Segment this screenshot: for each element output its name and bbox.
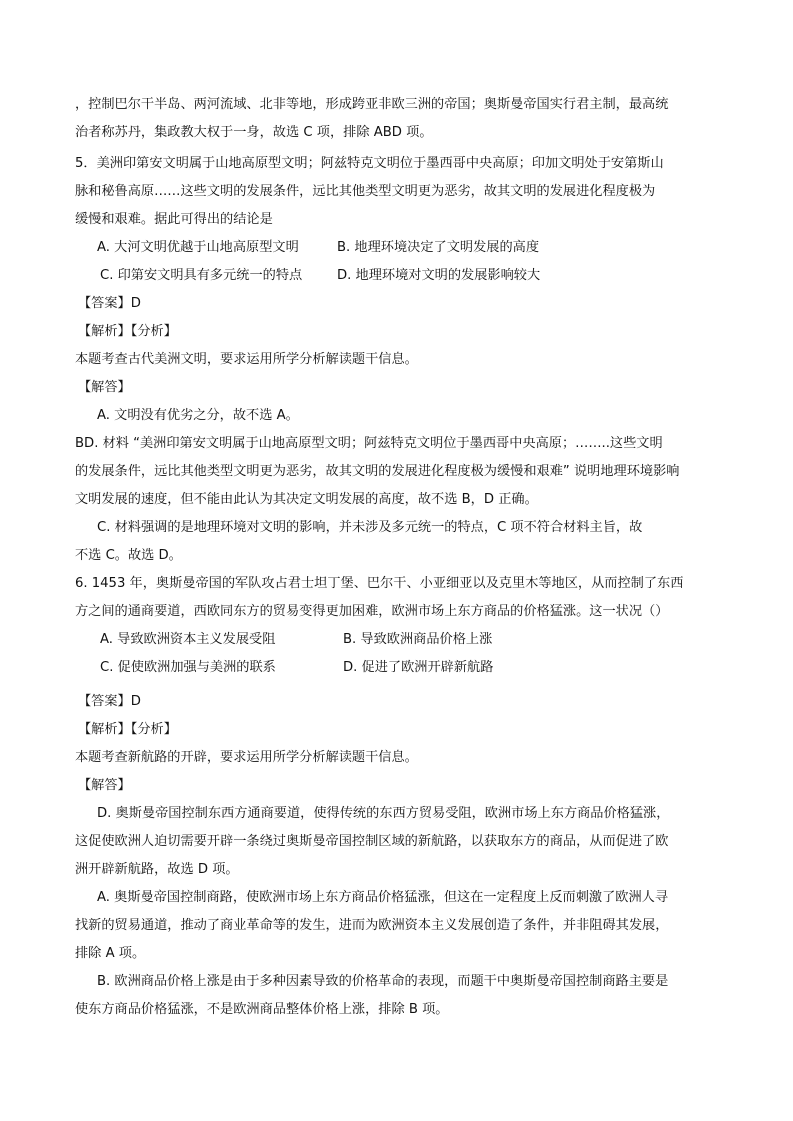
q5-options-row-2 <box>75 262 715 290</box>
q5-solution-c-line: C. 材料强调的是地理环境对文明的影响，并未涉及多元统一的特点，C 项不符合材料主旨，故 <box>97 520 643 535</box>
q6-option-c: C. 促使欧洲加强与美洲的联系 <box>100 660 276 675</box>
q6-analysis-heading: 【解析】【分析】 <box>78 722 177 737</box>
q6-solution-b-line: 使东方商品价格猛涨，不是欧洲商品整体价格上涨，排除 B 项。 <box>75 1002 449 1017</box>
q5-solution-heading: 【解答】 <box>78 380 131 395</box>
q5-solution-bd-line: 的发展条件，远比其他类型文明更为恶劣，故其文明的发展进化程度极为缓慢和艰难” 说明地理环境影响 <box>75 464 680 479</box>
q5-answer: 【答案】D <box>78 296 141 311</box>
intro-paragraph <box>75 91 715 147</box>
q6-solution-heading: 【解答】 <box>78 778 131 793</box>
q5-stem-line: 缓慢和艰难。据此可得出的结论是 <box>75 212 273 227</box>
q5-solution-bd-line: BD. 材料 “美洲印第安文明属于山地高原型文明；阿兹特克文明位于墨西哥中央高原；……..这些文明 <box>75 436 663 451</box>
q6-stem-line: 方之间的通商要道，西欧同东方的贸易变得更加困难，欧洲市场上东方商品的价格猛涨。这一状况（） <box>75 604 669 619</box>
q6-options-row-1 <box>75 626 715 654</box>
q5-option-c: C. 印第安文明具有多元统一的特点 <box>100 268 303 283</box>
q6-solution-d-line: 洲开辟新航路，故选 D 项。 <box>75 862 239 877</box>
q6-solution-b-line: B. 欧洲商品价格上涨是由于多种因素导致的价格革命的表现，而题干中奥斯曼帝国控制商路主要是 <box>97 974 669 989</box>
q6-option-b: B. 导致欧洲商品价格上涨 <box>343 632 493 647</box>
question-5 <box>75 150 715 570</box>
q6-options-row-2 <box>75 654 715 682</box>
q5-option-b: B. 地理环境决定了文明发展的高度 <box>337 240 540 255</box>
q6-option-d: D. 促进了欧洲开辟新航路 <box>343 660 494 675</box>
q5-solution-a: A. 文明没有优劣之分，故不选 A。 <box>97 408 299 423</box>
q5-option-a: A. 大河文明优越于山地高原型文明 <box>97 240 299 255</box>
q5-solution-c-line: 不选 C。故选 D。 <box>75 548 182 563</box>
q5-option-d: D. 地理环境对文明的发展影响较大 <box>337 268 541 283</box>
q5-options-row-1 <box>75 234 715 262</box>
q6-solution-a-line: A. 奥斯曼帝国控制商路，使欧洲市场上东方商品价格猛涨，但这在一定程度上反而刺激了欧洲人寻 <box>97 890 669 905</box>
q5-stem-line: 5．美洲印第安文明属于山地高原型文明；阿兹特克文明位于墨西哥中央高原；印加文明处于安第斯山 <box>75 156 664 171</box>
q6-analysis: 本题考查新航路的开辟，要求运用所学分析解读题干信息。 <box>75 750 418 765</box>
q6-answer: 【答案】D <box>78 694 141 709</box>
q5-stem-line: 脉和秘鲁高原……这些文明的发展条件，远比其他类型文明更为恶劣，故其文明的发展进化程度极为 <box>75 184 656 199</box>
question-6 <box>75 570 715 1024</box>
q6-solution-d-line: 这促使欧洲人迫切需要开辟一条绕过奥斯曼帝国控制区域的新航路，以获取东方的商品，从而促进了欧 <box>75 834 669 849</box>
q6-option-a: A. 导致欧洲资本主义发展受阻 <box>100 632 276 647</box>
intro-line: ，控制巴尔干半岛、两河流域、北非等地，形成跨亚非欧三洲的帝国；奥斯曼帝国实行君主制，最高统 <box>75 97 669 112</box>
q6-solution-a-line: 找新的贸易通道，推动了商业革命等的发生，进而为欧洲资本主义发展创造了条件，并非阻碍其发展， <box>75 918 669 933</box>
q6-solution-d-line: D. 奥斯曼帝国控制东西方通商要道，使得传统的东西方贸易受阻，欧洲市场上东方商品价格猛涨， <box>97 806 670 821</box>
q6-solution-a-line: 排除 A 项。 <box>75 946 146 961</box>
q5-solution-bd-line: 文明发展的速度，但不能由此认为其决定文明发展的高度，故不选 B，D 正确。 <box>75 492 538 507</box>
q5-analysis: 本题考查古代美洲文明，要求运用所学分析解读题干信息。 <box>75 352 418 367</box>
q6-stem-line: 6. 1453 年，奥斯曼帝国的军队攻占君士坦丁堡、巴尔干、小亚细亚以及克里木等地区，从而控制了东西 <box>75 576 684 591</box>
intro-line: 治者称苏丹，集政教大权于一身，故选 C 项，排除 ABD 项。 <box>75 125 433 140</box>
q5-analysis-heading: 【解析】【分析】 <box>78 324 177 339</box>
